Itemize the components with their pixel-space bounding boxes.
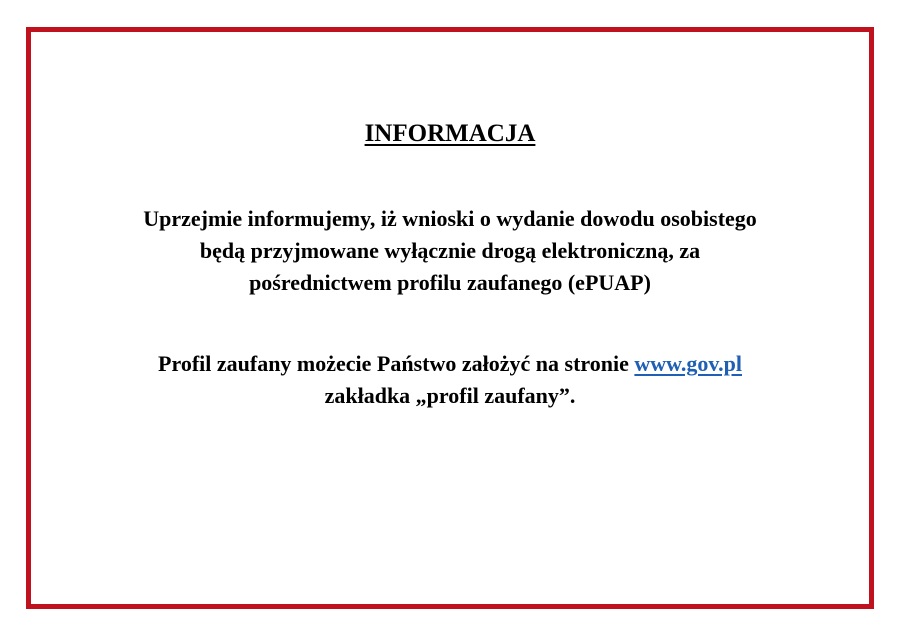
- paragraph2-line2: zakładka „profil zaufany”.: [324, 383, 576, 408]
- paragraph2-line1: [60, 348, 840, 380]
- paragraph1-line1: Uprzejmie informujemy, iż wnioski o wydanie dowodu osobistego: [143, 206, 757, 231]
- notice-frame: [26, 27, 874, 609]
- notice-title: INFORMACJA: [364, 120, 536, 147]
- paragraph1-line2: będą przyjmowane wyłącznie drogą elektroniczną, za: [199, 238, 701, 263]
- notice-paragraph-application-info: [60, 203, 840, 299]
- notice-paragraph-profile-info: [60, 348, 840, 412]
- paragraph1-line3: pośrednictwem profilu zaufanego (ePUAP): [249, 270, 651, 295]
- paragraph2-line1-text: Profil zaufany możecie Państwo założyć na stronie: [158, 351, 635, 376]
- gov-pl-link[interactable]: www.gov.pl: [634, 351, 742, 376]
